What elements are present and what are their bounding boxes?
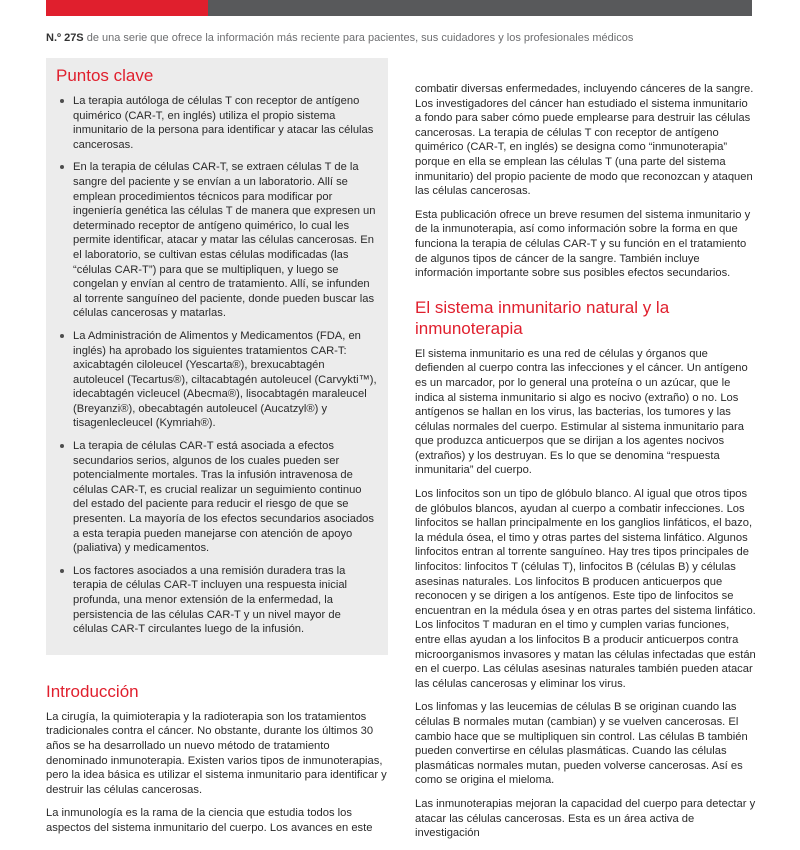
immune-system-title: El sistema inmunitario natural y la inmunoterapia — [415, 297, 670, 338]
paragraph: combatir diversas enfermedades, incluyendo cánceres de la sangre. Los investigadores del cáncer han estudiado el sistema inmunitario a fondo para saber cómo puede emplearse para destruir las células cancerosas. La terapia de células T con receptor de antígeno quimérico (CAR-T, en inglés) se designa como “inmunoterapia” porque en ella se emplean las células T (una parte del sistema inmunitario) del propio paciente de modo que reconozcan y ataquen las células cancerosas. — [415, 83, 754, 198]
key-point-item: La terapia de células CAR-T está asociada a efectos secundarios serios, algunos de los cuales pueden ser potencialmente mortales. Tras la infusión intravenosa de células CAR-T, es crucial realizar un seguimiento continuo del estado del paciente para reducir el riesgo de que se presenten. La mayoría de los efectos secundarios asociados a esta terapia pueden manejarse con atención de apoyo (paliativa) y medicamentos. — [56, 439, 378, 556]
introduction-section — [46, 681, 388, 836]
paragraph: Los linfocitos son un tipo de glóbulo blanco. Al igual que otros tipos de glóbulos blancos, ayudan al cuerpo a combatir infecciones. Los linfocitos se hallan principalmente en los ganglios linfáticos, el bazo, la médula ósea, el timo y otras partes del sistema linfático. Algunos linfocitos entran al torrente sanguíneo. Hay tres tipos principales de linfocitos: linfocitos T (células T), linfocitos B (células B) y células asesinas naturales. Los linfocitos B producen anticuerpos que reconocen y se dirigen a los antígenos. Este tipo de linfocitos se encuentran en la médula ósea y en otras partes del sistema linfático. Los linfocitos T maduran en el timo y cumplen varias funciones, entre ellas ayudan a los linfocitos B a producir anticuerpos contra microorganismos invasores y matan las células infectadas que están en el cuerpo. Las células asesinas naturales también pueden atacar las células cancerosas y eliminar los virus. — [415, 488, 756, 690]
introduction-title: Introducción — [46, 681, 139, 701]
key-points-box — [46, 58, 388, 655]
paragraph: El sistema inmunitario es una red de células y órganos que defienden al cuerpo contra las infecciones y el cáncer. Un antígeno es un marcador, por lo general una proteína o un azúcar, que le indica al sistema inmunitario si algo es nocivo (extraño) o no. Los antígenos se hallan en los virus, las bacterias, los tumores y las células normales del cuerpo. Estimular al sistema inmunitario para que produzca anticuerpos que se dirijan a los agentes nocivos (extraños) y los destruyan. Es lo que se denomina “respuesta inmunitaria” del cuerpo. — [415, 347, 748, 477]
key-point-item: Los factores asociados a una remisión duradera tras la terapia de células CAR-T incluyen una respuesta inicial profunda, una menor extensión de la enfermedad, la persistencia de las células CAR-T y un nivel mayor de células CAR-T circulantes luego de la infusión. — [56, 564, 378, 637]
series-number: N.º 27S — [46, 32, 84, 44]
key-points-title: Puntos clave — [56, 66, 154, 85]
banner-red-band — [46, 0, 208, 16]
key-point-item: En la terapia de células CAR-T, se extraen células T de la sangre del paciente y se envían a un laboratorio. Allí se emplean procedimientos técnicos para modificar por ingeniería genética las células T de manera que expresen un determinado receptor de antígeno quimérico, lo cual les permite identificar, atacar y matar las células cancerosas. En el laboratorio, se cultivan estas células modificadas (las “células CAR-T”) para que se multipliquen, y luego se congelan y envían al centro de tratamiento. Allí, se infunden al torrente sanguíneo del paciente, donde pueden buscar las células cancerosas y matarlas. — [56, 160, 378, 321]
banner-gray-band — [208, 0, 752, 16]
key-point-item: La terapia autóloga de células T con receptor de antígeno quimérico (CAR-T, en inglés) utiliza el propio sistema inmunitario de la persona para identificar y atacar las células cancerosas. — [56, 94, 378, 152]
paragraph: Los linfomas y las leucemias de células B se originan cuando las células B normales mutan (cambian) y se vuelven cancerosas. El cambio hace que se multipliquen sin control. Las células B también pueden convertirse en células plasmáticas. Cuando las células plasmáticas normales mutan, pueden volverse cancerosas. Así es como se origina el mieloma. — [415, 701, 748, 787]
right-column — [415, 82, 757, 850]
series-description: de una serie que ofrece la información más reciente para pacientes, sus cuidadores y los profesionales médicos — [83, 32, 634, 44]
paragraph: Esta publicación ofrece un breve resumen del sistema inmunitario y de la inmunoterapia, así como información sobre la forma en que funciona la terapia de células CAR-T y su función en el tratamiento de algunos tipos de cáncer de la sangre. También incluye información importante sobre sus posibles efectos secundarios. — [415, 208, 751, 280]
key-points-list — [56, 94, 378, 637]
series-line — [46, 32, 766, 44]
key-point-item: La Administración de Alimentos y Medicamentos (FDA, en inglés) ha aprobado los siguientes tratamientos CAR-T: axicabtagén ciloleucel (Yescarta®), brexucabtagén autoleucel (Tecartus®), ciltacabtagén autoleucel (Carvykti™), idecabtagén vicleucel (Abecma®), lisocabtagén maraleucel (Breyanzi®), obecabtagén autoleucel (Aucatzyl®) y tisagenlecleucel (Kymriah®). — [56, 329, 378, 431]
left-column — [46, 58, 388, 845]
paragraph: Las inmunoterapias mejoran la capacidad del cuerpo para detectar y atacar las células cancerosas. Esta es un área activa de investigación — [415, 797, 756, 840]
paragraph: La inmunología es la rama de la ciencia que estudia todos los aspectos del sistema inmunitario del cuerpo. Los avances en este — [46, 807, 373, 834]
paragraph: La cirugía, la quimioterapia y la radioterapia son los tratamientos tradicionales contra el cáncer. No obstante, durante los últimos 30 años se ha desarrollado un nuevo método de tratamiento denominado inmunoterapia. Existen varios tipos de inmunoterapias, pero la idea básica es utilizar el sistema inmunitario para identificar y destruir las células cancerosas. — [46, 710, 387, 796]
top-banner — [0, 0, 800, 16]
